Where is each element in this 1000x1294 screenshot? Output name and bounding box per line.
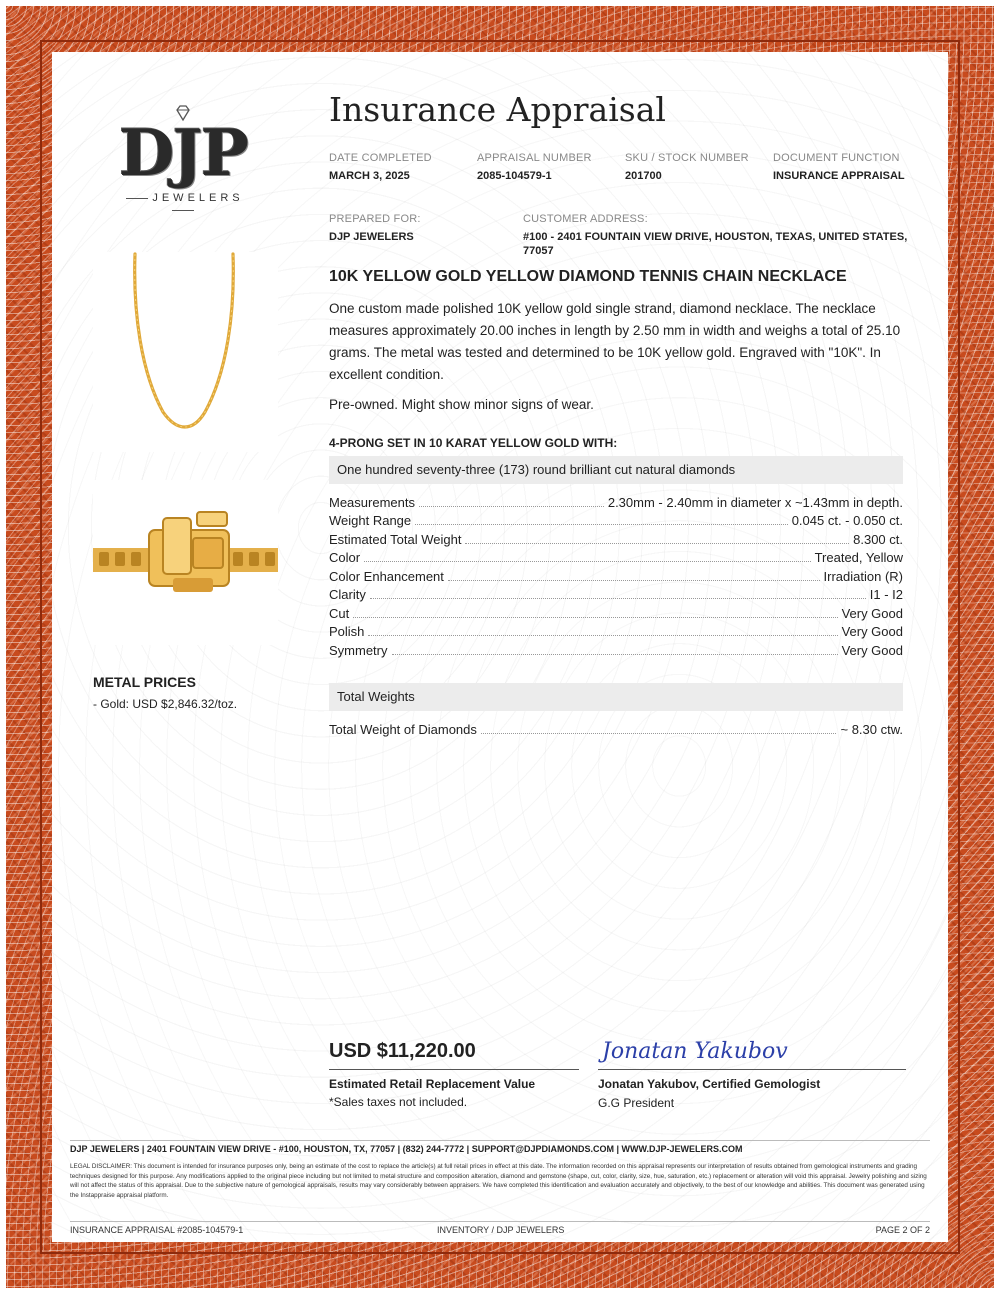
item-title: 10K YELLOW GOLD YELLOW DIAMOND TENNIS CHAIN NECKLACE (329, 268, 847, 285)
total-weight-row (329, 721, 903, 739)
bottom-divider (70, 1221, 930, 1222)
spec-row (329, 531, 903, 549)
appraisal-number-value: 2085-104579-1 (477, 170, 552, 182)
sku-label: SKU / STOCK NUMBER (625, 152, 749, 164)
page-number: PAGE 2 OF 2 (875, 1225, 930, 1235)
condition-note: Pre-owned. Might show minor signs of wear. (329, 397, 594, 412)
leader-dots (465, 531, 849, 544)
prepared-for-value: DJP JEWELERS (329, 231, 414, 243)
appraised-value: USD $11,220.00 (329, 1040, 476, 1062)
spec-value: I1 - I2 (869, 587, 903, 602)
spec-label: Weight Range (329, 513, 412, 528)
footer-divider (70, 1140, 930, 1141)
spec-row (329, 586, 903, 604)
signer-role: G.G President (598, 1096, 675, 1110)
prepared-for-label: PREPARED FOR: (329, 213, 421, 225)
spec-row (329, 568, 903, 586)
spec-value: Irradiation (R) (823, 569, 903, 584)
appraisal-number-label: APPRAISAL NUMBER (477, 152, 592, 164)
leader-dots (364, 549, 811, 562)
spec-label: Symmetry (329, 643, 388, 658)
bottom-appraisal-id: INSURANCE APPRAISAL #2085-104579-1 (70, 1225, 244, 1235)
customer-address-line1: #100 - 2401 FOUNTAIN VIEW DRIVE, HOUSTON, TEXAS, UNITED STATES, (523, 231, 908, 243)
spec-value: Very Good (841, 606, 903, 621)
spec-label: Estimated Total Weight (329, 532, 462, 547)
spec-label: Color (329, 550, 361, 565)
svg-text:Jonatan Yakubov: Jonatan Yakubov (602, 1039, 788, 1064)
leader-dots (481, 721, 837, 734)
clasp-closeup-image (93, 480, 278, 645)
date-completed-label: DATE COMPLETED (329, 152, 432, 164)
leader-dots (370, 586, 866, 599)
spec-value: 8.300 ct. (853, 532, 903, 547)
signer-name: Jonatan Yakubov, Certified Gemologist (598, 1077, 821, 1091)
spec-value: Treated, Yellow (814, 550, 903, 565)
spec-label: Cut (329, 606, 350, 621)
spec-value: 2.30mm - 2.40mm in diameter x ~1.43mm in depth. (607, 495, 903, 510)
djp-logo (108, 104, 258, 210)
spec-row (329, 623, 903, 641)
spec-row (329, 512, 903, 530)
leader-dots (448, 568, 820, 581)
stone-summary: One hundred seventy-three (173) round brilliant cut natural diamonds (329, 456, 903, 484)
bottom-inventory: INVENTORY / DJP JEWELERS (437, 1225, 565, 1235)
setting-title: 4-PRONG SET IN 10 KARAT YELLOW GOLD WITH: (329, 436, 618, 450)
document-function-label: DOCUMENT FUNCTION (773, 152, 900, 164)
date-completed-value: MARCH 3, 2025 (329, 170, 410, 182)
customer-address-label: CUSTOMER ADDRESS: (523, 213, 648, 225)
spec-label: Total Weight of Diamonds (329, 722, 477, 737)
spec-value: ~ 8.30 ctw. (840, 722, 903, 737)
leader-dots (353, 605, 837, 618)
handwritten-signature (598, 1028, 798, 1068)
spec-label: Clarity (329, 587, 366, 602)
spec-row (329, 605, 903, 623)
signature-line (598, 1069, 906, 1070)
spec-label: Color Enhancement (329, 569, 444, 584)
metal-prices-title: METAL PRICES (93, 674, 196, 690)
leader-dots (392, 642, 838, 655)
document-function-value: INSURANCE APPRAISAL (773, 170, 905, 182)
logo-brand: DJP (119, 116, 247, 191)
spec-row (329, 642, 903, 660)
legal-disclaimer: LEGAL DISCLAIMER: This document is intended for insurance purposes only, being an estimate of the cost to replace the article(s) at full retail prices in effect at this date. The information recorded on this appraisal represents our interpretation of results obtained from gemological instruments and grading techniques designed for this purpose. Any modifications applied to the original piece including but not limited to metal structure and composition alteration, diamond and gemstone (shape, cut, color, clarity, size, hue, saturation, etc.) replacement or alteration will void this appraisal. Jewelry polishing and sizing will not affect the status of this appraisal. Due to the subjective nature of gemological appraisals, results may vary considerably between appraisers. We have completed this identification and evaluation accurately and objectively, to the best of our knowledge and abilities. This document was generated using the Instappraise appraisal platform. (70, 1163, 927, 1199)
leader-dots (415, 512, 788, 525)
item-description: One custom made polished 10K yellow gold single strand, diamond necklace. The necklace measures approximately 20.00 inches in length by 2.50 mm in width and weighs a total of 25.10 grams. The metal was tested and determined to be 10K yellow gold. Engraved with "10K". In excellent condition. (329, 301, 901, 382)
logo-subtitle: JEWELERS (108, 192, 258, 216)
price-underline (329, 1069, 579, 1070)
spec-row (329, 494, 903, 512)
page-title: Insurance Appraisal (329, 90, 666, 129)
spec-label: Polish (329, 624, 365, 639)
sku-value: 201700 (625, 170, 662, 182)
spec-value: Very Good (841, 643, 903, 658)
leader-dots (419, 494, 604, 507)
spec-row (329, 549, 903, 567)
spec-label: Measurements (329, 495, 415, 510)
gold-price: - Gold: USD $2,846.32/toz. (93, 697, 238, 711)
spec-value: Very Good (841, 624, 903, 639)
customer-address-line2: 77057 (523, 245, 554, 257)
necklace-image (93, 252, 278, 452)
total-weights-header: Total Weights (329, 683, 903, 711)
spec-value: 0.045 ct. - 0.050 ct. (791, 513, 903, 528)
tax-note: *Sales taxes not included. (329, 1095, 468, 1109)
value-label: Estimated Retail Replacement Value (329, 1077, 536, 1091)
footer-contact: DJP JEWELERS | 2401 FOUNTAIN VIEW DRIVE - #100, HOUSTON, TX, 77057 | (832) 244-7772 | SUPPORT@DJPDIAMONDS.COM | WWW.DJP-JEWELERS.COM (70, 1144, 743, 1154)
leader-dots (368, 623, 837, 636)
